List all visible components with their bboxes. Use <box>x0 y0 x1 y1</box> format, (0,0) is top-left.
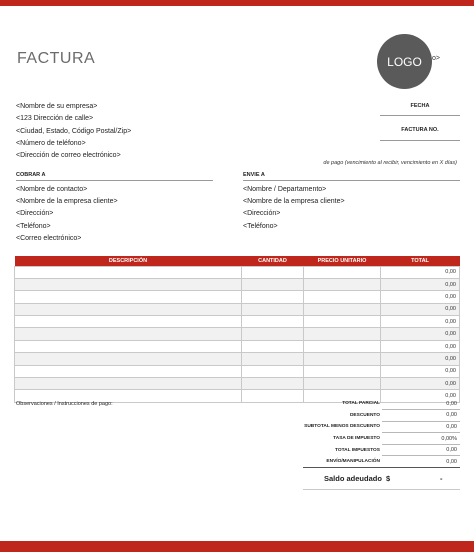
unit-price-cell[interactable] <box>304 291 381 303</box>
table-row <box>15 316 460 328</box>
ship-to-department[interactable]: <Nombre / Departamento> <box>243 186 327 193</box>
invoice-title: FACTURA <box>17 50 96 67</box>
totals-row <box>290 421 460 433</box>
total-cell: 0,00 <box>381 365 460 377</box>
quantity-cell[interactable] <box>242 328 304 340</box>
unit-price-cell[interactable] <box>304 340 381 352</box>
unit-price-cell[interactable] <box>304 278 381 290</box>
table-row <box>15 353 460 365</box>
bill-to-company[interactable]: <Nombre de la empresa cliente> <box>16 198 118 206</box>
totals-row <box>290 456 460 468</box>
total-cell: 0,00 <box>381 378 460 390</box>
unit-price-cell[interactable] <box>304 378 381 390</box>
total-cell: 0,00 <box>381 390 460 402</box>
bottom-accent-bar <box>0 541 474 552</box>
table-row <box>15 266 460 278</box>
tax-rate-label: TASA DE IMPUESTO <box>333 436 380 442</box>
total-cell: 0,00 <box>381 328 460 340</box>
logo-suffix-text: o> <box>432 55 440 62</box>
logo-placeholder <box>377 34 432 89</box>
description-cell[interactable] <box>15 266 242 278</box>
unit-price-cell[interactable] <box>304 303 381 315</box>
company-block <box>16 101 131 162</box>
totals-row <box>290 433 460 445</box>
table-row <box>15 340 460 352</box>
bill-to-heading: COBRAR A <box>16 172 46 178</box>
ship-to-heading: ENVIE A <box>243 172 265 178</box>
totals-row <box>290 410 460 422</box>
column-header-total: TOTAL <box>381 256 460 266</box>
total-cell: 0,00 <box>381 303 460 315</box>
description-cell[interactable] <box>15 378 242 390</box>
description-cell[interactable] <box>15 328 242 340</box>
line-items-table <box>14 256 460 403</box>
description-cell[interactable] <box>15 340 242 352</box>
description-cell[interactable] <box>15 316 242 328</box>
discount-label: DESCUENTO <box>349 412 380 418</box>
date-label: FECHA <box>410 103 430 109</box>
bill-to-address[interactable]: <Dirección> <box>16 210 54 218</box>
quantity-cell[interactable] <box>242 303 304 315</box>
payment-terms[interactable]: de pago (vencimiento al recibir, vencimiento en X días) <box>323 160 457 166</box>
ship-to-company[interactable]: <Nombre de la empresa cliente> <box>243 198 345 206</box>
top-accent-bar <box>0 0 474 6</box>
quantity-cell[interactable] <box>242 278 304 290</box>
quantity-cell[interactable] <box>242 266 304 278</box>
bill-to-email[interactable]: <Correo electrónico> <box>16 234 82 242</box>
totals-summary <box>290 398 460 468</box>
ship-to-block <box>243 184 345 233</box>
description-cell[interactable] <box>15 291 242 303</box>
company-name[interactable]: <Nombre de su empresa> <box>16 103 98 110</box>
balance-due-value: - <box>440 474 443 483</box>
tax-rate-value[interactable]: 0,00% <box>382 433 460 445</box>
description-cell[interactable] <box>15 353 242 365</box>
shipping-value[interactable]: 0,00 <box>382 456 460 468</box>
balance-underline <box>303 489 460 490</box>
unit-price-cell[interactable] <box>304 316 381 328</box>
payment-notes-label: Observaciones / Instrucciones de pago: <box>16 401 113 407</box>
total-cell: 0,00 <box>381 291 460 303</box>
line-items-header-row <box>15 256 460 266</box>
company-street[interactable]: <123 Dirección de calle> <box>16 115 94 123</box>
company-email[interactable]: <Dirección de correo electrónico> <box>16 152 121 160</box>
invoice-number-field[interactable] <box>380 140 460 141</box>
shipping-label: ENVÍO/MANIPULACIÓN <box>326 459 380 465</box>
subtotal-value: 0,00 <box>382 398 460 410</box>
quantity-cell[interactable] <box>242 316 304 328</box>
ship-to-phone[interactable]: <Teléfono> <box>243 222 278 230</box>
subtotal-label: TOTAL PARCIAL <box>342 401 380 407</box>
date-field[interactable] <box>380 115 460 116</box>
quantity-cell[interactable] <box>242 291 304 303</box>
quantity-cell[interactable] <box>242 340 304 352</box>
bill-to-block <box>16 184 118 245</box>
description-cell[interactable] <box>15 278 242 290</box>
table-row <box>15 365 460 377</box>
balance-due-label: Saldo adeudado <box>324 474 382 483</box>
column-header-description: DESCRIPCIÓN <box>15 256 242 266</box>
total-cell: 0,00 <box>381 266 460 278</box>
total-cell: 0,00 <box>381 316 460 328</box>
bill-to-phone[interactable]: <Teléfono> <box>16 222 51 230</box>
quantity-cell[interactable] <box>242 365 304 377</box>
total-tax-value: 0,00 <box>382 444 460 456</box>
invoice-number-label: FACTURA NO. <box>401 127 439 133</box>
description-cell[interactable] <box>15 303 242 315</box>
ship-to-address[interactable]: <Dirección> <box>243 210 281 218</box>
unit-price-cell[interactable] <box>304 328 381 340</box>
company-phone[interactable]: <Número de teléfono> <box>16 139 86 147</box>
column-header-unit-price: PRECIO UNITARIO <box>304 256 381 266</box>
unit-price-cell[interactable] <box>304 365 381 377</box>
total-cell: 0,00 <box>381 278 460 290</box>
table-row <box>15 291 460 303</box>
balance-currency: $ <box>386 474 391 483</box>
bill-to-contact[interactable]: <Nombre de contacto> <box>16 186 88 193</box>
logo-text: LOGO <box>387 54 422 69</box>
totals-row <box>290 444 460 456</box>
column-header-quantity: CANTIDAD <box>242 256 304 266</box>
balance-divider <box>303 467 460 468</box>
subtotal-less-discount-label: SUBTOTAL MENOS DESCUENTO <box>304 424 380 430</box>
description-cell[interactable] <box>15 365 242 377</box>
table-row <box>15 303 460 315</box>
discount-value[interactable]: 0,00 <box>382 410 460 422</box>
quantity-cell[interactable] <box>242 378 304 390</box>
total-tax-label: TOTAL IMPUESTOS <box>335 447 380 453</box>
totals-row <box>290 398 460 410</box>
quantity-cell[interactable] <box>242 353 304 365</box>
total-cell: 0,00 <box>381 353 460 365</box>
table-row <box>15 278 460 290</box>
ship-to-divider <box>243 180 460 181</box>
table-row <box>15 378 460 390</box>
company-city[interactable]: <Ciudad, Estado, Código Postal/Zip> <box>16 127 132 135</box>
unit-price-cell[interactable] <box>304 266 381 278</box>
subtotal-less-discount-value: 0,00 <box>382 421 460 433</box>
total-cell: 0,00 <box>381 340 460 352</box>
table-row <box>15 328 460 340</box>
unit-price-cell[interactable] <box>304 353 381 365</box>
bill-to-divider <box>16 180 213 181</box>
